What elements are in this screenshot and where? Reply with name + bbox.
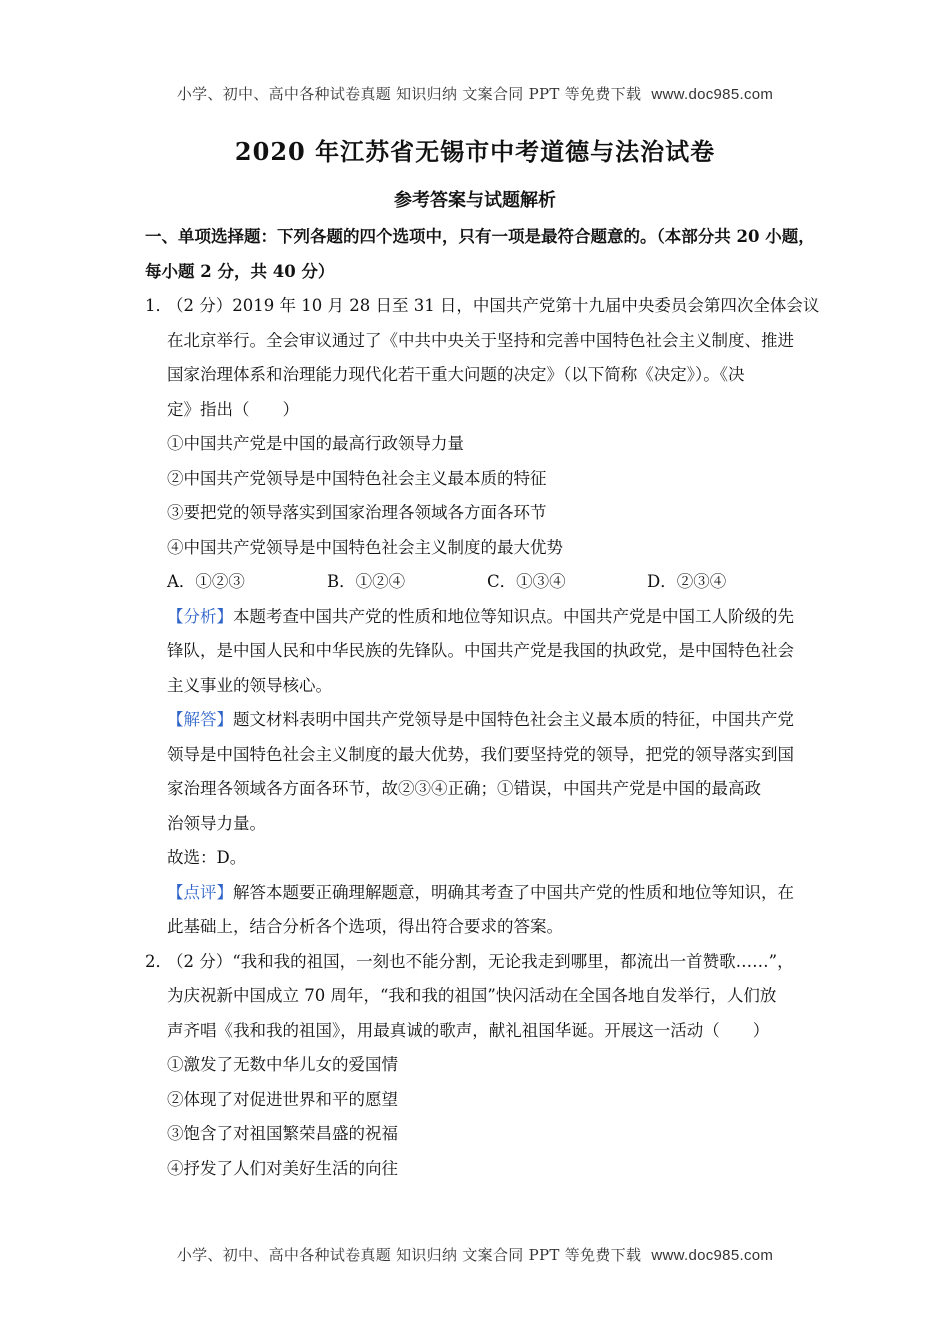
page-header (0, 83, 950, 104)
question-2-item: ①激发了无数中华儿女的爱国情 (167, 1055, 398, 1074)
option-b: B．①②④ (327, 572, 406, 591)
question-2-stem-line: 为庆祝新中国成立 70 周年，“我和我的祖国”快闪活动在全国各地自发举行，人们放 (167, 986, 777, 1005)
comment-line: 此基础上，结合分析各个选项，得出符合要求的答案。 (167, 917, 563, 936)
section-heading-line2: 每小题 2 分，共 40 分） (145, 261, 335, 281)
option-a: A．①②③ (167, 572, 245, 591)
analysis-line: 主义事业的领导核心。 (167, 675, 332, 695)
answer-text: 题文材料表明中国共产党领导是中国特色社会主义最本质的特征，中国共产党 (233, 710, 794, 729)
question-1-item: ①中国共产党是中国的最高行政领导力量 (167, 434, 464, 453)
question-2-number: 2． (145, 951, 172, 971)
comment-text: 解答本题要正确理解题意，明确其考查了中国共产党的性质和地位等知识，在 (233, 882, 794, 902)
question-2-item: ③饱含了对祖国繁荣昌盛的祝福 (167, 1124, 398, 1143)
option-d: D．②③④ (647, 572, 727, 591)
footer-text: 小学、初中、高中各种试卷真题 知识归纳 文案合同 PPT 等免费下载 (176, 1246, 642, 1264)
question-2 (145, 945, 817, 980)
analysis-tag: 【分析】 (167, 606, 233, 626)
analysis-text: 本题考查中国共产党的性质和地位等知识点。中国共产党是中国工人阶级的先 (233, 606, 794, 626)
question-1-stem-line: 在北京举行。全会审议通过了《中共中央关于坚持和完善中国特色社会主义制度、推进 (167, 330, 794, 350)
document-body (145, 220, 820, 1186)
question-2-stem-line: 声齐唱《我和我的祖国》，用最真诚的歌声，献礼祖国华诞。开展这一活动（ ） (167, 1020, 770, 1040)
question-2-item: ④抒发了人们对美好生活的向往 (167, 1158, 398, 1178)
option-c: C．①③④ (487, 572, 566, 591)
choice-line: 故选：D。 (167, 848, 247, 867)
question-1 (145, 289, 820, 324)
page-footer (0, 1244, 950, 1265)
answer-line: 治领导力量。 (167, 813, 266, 833)
comment-tag: 【点评】 (167, 882, 233, 902)
page-subtitle: 参考答案与试题解析 (394, 190, 556, 211)
page-title: 2020 年江苏省无锡市中考道德与法治试卷 (234, 137, 716, 166)
question-1-item: ②中国共产党领导是中国特色社会主义最本质的特征 (167, 468, 547, 488)
question-1-options (145, 565, 817, 600)
answer-tag: 【解答】 (167, 710, 233, 729)
comment-line (145, 876, 817, 911)
question-2-stem-line: （2 分）“我和我的祖国，一刻也不能分割，无论我走到哪里，都流出一首赞歌……”， (167, 951, 794, 971)
section-heading-line1: 一、单项选择题：下列各题的四个选项中，只有一项是最符合题意的。（本部分共 20 小题， (145, 227, 815, 246)
analysis-line: 锋队，是中国人民和中华民族的先锋队。中国共产党是我国的执政党，是中国特色社会 (167, 641, 794, 660)
footer-url[interactable]: www.doc985.com (651, 1247, 774, 1264)
question-1-stem-line: 定》指出（ ） (167, 399, 299, 419)
answer-line: 家治理各领域各方面各环节，故②③④正确；①错误，中国共产党是中国的最高政 (167, 779, 761, 798)
question-1-stem-line: 国家治理体系和治理能力现代化若干重大问题的决定》（以下简称《决定》）。《决 (167, 365, 745, 384)
question-1-item: ③要把党的领导落实到国家治理各领域各方面各环节 (167, 503, 547, 522)
header-text: 小学、初中、高中各种试卷真题 知识归纳 文案合同 PPT 等免费下载 (176, 85, 642, 103)
question-2-item: ②体现了对促进世界和平的愿望 (167, 1089, 398, 1109)
answer-line (145, 703, 817, 738)
question-1-stem-line: （2 分）2019 年 10 月 28 日至 31 日，中国共产党第十九届中央委员会第四次全体会议 (167, 296, 820, 315)
header-url[interactable]: www.doc985.com (651, 86, 774, 103)
question-1-item: ④中国共产党领导是中国特色社会主义制度的最大优势 (167, 537, 563, 557)
analysis-line (145, 600, 817, 635)
answer-line: 领导是中国特色社会主义制度的最大优势，我们要坚持党的领导，把党的领导落实到国 (167, 744, 794, 764)
question-1-number: 1． (145, 296, 172, 315)
